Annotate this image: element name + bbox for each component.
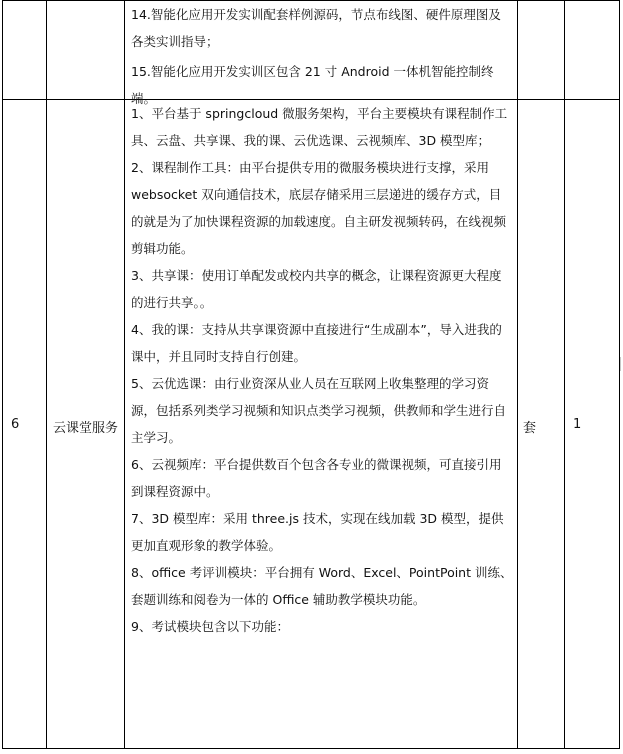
spec-paragraph: 6、云视频库：平台提供数百个包含各专业的微课视频，可直接引用到课程资源中。: [131, 457, 502, 499]
col-divider-unit: [564, 0, 565, 749]
table-border-bottom: [2, 748, 620, 749]
spec-cell-previous-item: [131, 1, 513, 112]
col-divider-name: [124, 0, 125, 749]
col-divider-index: [46, 0, 47, 749]
col-divider-right: [619, 0, 620, 749]
spec-cell-cloud-classroom: [131, 100, 513, 640]
spec-paragraph: 9、考试模块包含以下功能：: [131, 619, 289, 634]
spec-paragraph: 3、共享课：使用订单配发或校内共享的概念，让课程资源更大程度的进行共享。。: [131, 268, 502, 310]
spec-paragraph: 15.智能化应用开发实训区包含 21 寸 Android 一体机智能控制终端。: [131, 64, 494, 106]
spec-paragraph: 5、云优选课：由行业资深从业人员在互联网上收集整理的学习资源，包括系列类学习视频和知识点类学习视频，供教师和学生进行自主学习。: [131, 376, 507, 445]
spec-paragraph: 8、office 考评训模块：平台拥有 Word、Excel、PointPoint 训练、套题训练和阅卷为一体的 Office 辅助教学模块功能。: [131, 565, 513, 607]
row-index: 6: [11, 417, 20, 432]
spec-paragraph: 1、平台基于 springcloud 微服务架构，平台主要模块有课程制作工具、云盘、共享课、我的课、云优选课、云视频库、3D 模型库；: [131, 106, 508, 148]
item-quantity: 1: [573, 417, 582, 432]
col-divider-spec: [517, 0, 518, 749]
col-divider-left: [2, 0, 3, 749]
spec-paragraph: 14.智能化应用开发实训配套样例源码，节点布线图、硬件原理图及各类实训指导；: [131, 7, 501, 49]
item-name: 云课堂服务: [53, 421, 119, 436]
item-unit: 套: [523, 421, 537, 436]
spec-paragraph: 4、我的课：支持从共享课资源中直接进行“生成副本”，导入进我的课中，并且同时支持自行创建。: [131, 322, 502, 364]
spec-paragraph: 2、课程制作工具：由平台提供专用的微服务模块进行支撑，采用 websocket 双向通信技术，底层存储采用三层递进的缓存方式，目的就是为了加快课程资源的加载速度。自主研发视频转码，在线视频剪辑功能。: [131, 160, 507, 256]
spec-paragraph: 7、3D 模型库：采用 three.js 技术，实现在线加载 3D 模型，提供更加直观形象的教学体验。: [131, 511, 504, 553]
page-edge-mark: [620, 357, 621, 371]
